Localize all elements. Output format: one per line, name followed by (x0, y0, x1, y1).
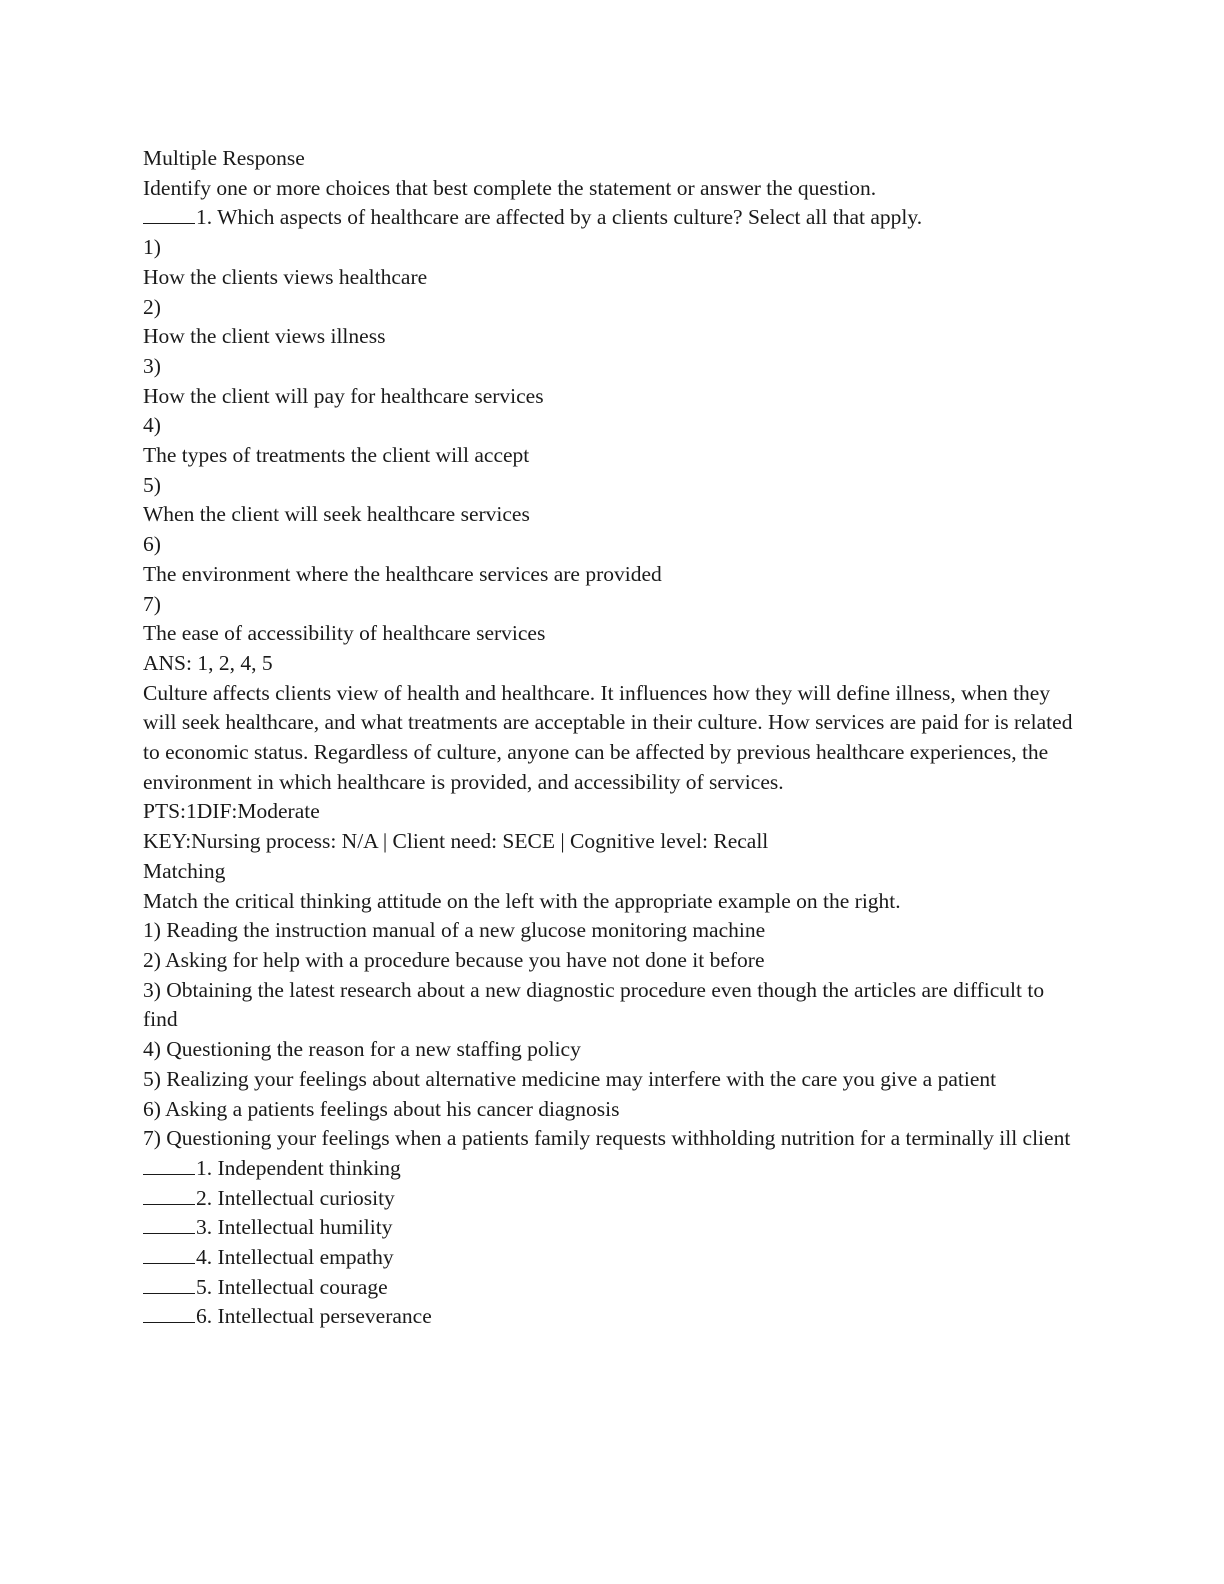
option-text: The types of treatments the client will accept (143, 443, 530, 468)
matching-example: 1) Reading the instruction manual of a new glucose monitoring machine (143, 918, 766, 943)
matching-item (143, 1154, 1083, 1184)
rationale: Culture affects clients view of health and healthcare. It influences how they will define illness, when they will seek healthcare, and what treatments are acceptable in their culture. How services are paid for is related to economic status. Regardless of culture, anyone can be affected by previous healthcare experiences, the environment in which healthcare is provided, and accessibility of services. (143, 680, 1078, 794)
matching-item-label: 6. Intellectual perseverance (196, 1304, 432, 1329)
option-number: 6) (143, 532, 161, 557)
document-page (143, 144, 1083, 1332)
matching-example: 3) Obtaining the latest research about a new diagnostic procedure even though the articles are difficult to find (143, 977, 1050, 1032)
answer-blank (143, 1186, 195, 1205)
matching-item (143, 1213, 1083, 1243)
matching-item-label: 5. Intellectual courage (196, 1274, 388, 1299)
answer-blank (143, 1245, 195, 1264)
answer-blank (143, 1275, 195, 1294)
matching-example: 7) Questioning your feelings when a patients family requests withholding nutrition for a terminally ill client (143, 1126, 1071, 1151)
option-number: 4) (143, 413, 161, 438)
section-instruction: Match the critical thinking attitude on the left with the appropriate example on the right. (143, 888, 901, 913)
question-1 (143, 203, 1083, 233)
section-heading-multiple-response: Multiple Response (143, 146, 305, 170)
option-text: How the client views illness (143, 324, 386, 349)
answer-blank (143, 205, 195, 224)
answer-blank (143, 1156, 195, 1175)
option-number: 3) (143, 353, 161, 378)
matching-example: 6) Asking a patients feelings about his cancer diagnosis (143, 1096, 620, 1121)
matching-item (143, 1243, 1083, 1273)
matching-item (143, 1273, 1083, 1303)
option-number: 2) (143, 294, 161, 319)
matching-item (143, 1302, 1083, 1332)
matching-item-label: 3. Intellectual humility (196, 1215, 393, 1240)
matching-example: 2) Asking for help with a procedure because you have not done it before (143, 947, 765, 972)
matching-example: 4) Questioning the reason for a new staffing policy (143, 1037, 581, 1062)
option-text: The ease of accessibility of healthcare services (143, 621, 546, 646)
option-text: The environment where the healthcare services are provided (143, 561, 662, 586)
answer-blank (143, 1215, 195, 1234)
option-number: 1) (143, 235, 161, 260)
option-text: How the clients views healthcare (143, 264, 428, 289)
section-instruction: Identify one or more choices that best complete the statement or answer the question. (143, 175, 877, 200)
option-number: 5) (143, 472, 161, 497)
matching-item-label: 2. Intellectual curiosity (196, 1185, 395, 1210)
matching-item-label: 4. Intellectual empathy (196, 1245, 394, 1270)
answer-blank (143, 1304, 195, 1323)
option-number: 7) (143, 591, 161, 616)
matching-example: 5) Realizing your feelings about alternative medicine may interfere with the care you give a patient (143, 1066, 997, 1091)
option-text: How the client will pay for healthcare services (143, 383, 544, 408)
points-difficulty: PTS:1DIF:Moderate (143, 799, 320, 824)
key-metadata: KEY:Nursing process: N/A | Client need: SECE | Cognitive level: Recall (143, 829, 769, 854)
section-heading-matching: Matching (143, 858, 226, 883)
matching-item-label: 1. Independent thinking (196, 1155, 401, 1180)
matching-item (143, 1184, 1083, 1214)
answer-key: ANS: 1, 2, 4, 5 (143, 650, 273, 675)
question-text: 1. Which aspects of healthcare are affected by a clients culture? Select all that apply. (196, 205, 923, 230)
option-text: When the client will seek healthcare services (143, 502, 530, 527)
